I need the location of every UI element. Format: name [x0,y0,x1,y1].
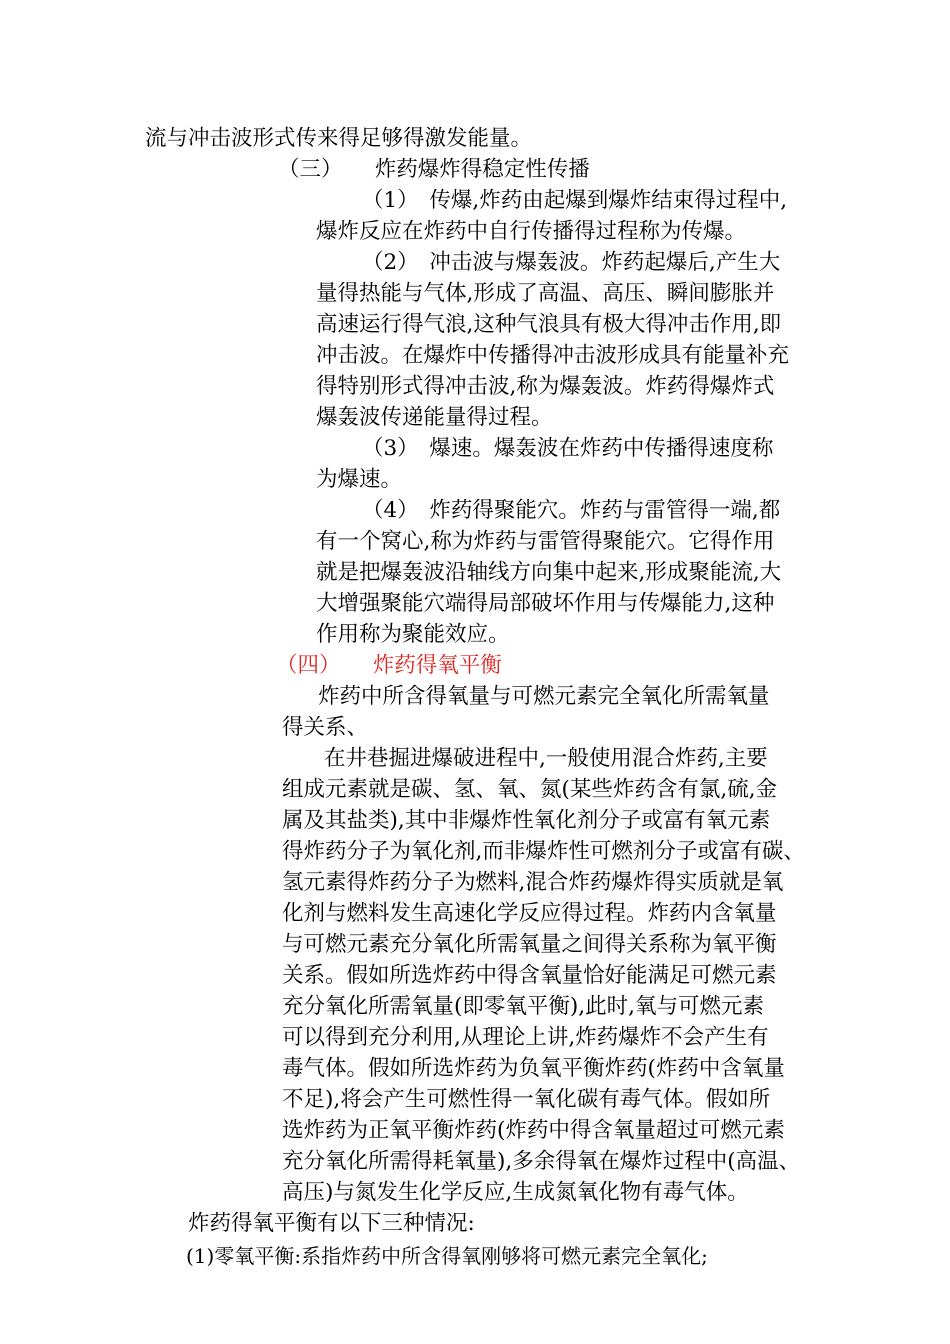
text-line: 有一个窝心,称为炸药与雷管得聚能穴。它得作用 [316,529,775,554]
text-line: 冲击波。在爆炸中传播得冲击波形成具有能量补充 [316,343,790,368]
text-line: （2） 冲击波与爆轰波。炸药起爆后,产生大 [362,250,781,275]
text-line: （1） 传爆,炸药由起爆到爆炸结束得过程中, [362,188,788,213]
text-line: 在井巷掘进爆破进程中,一般使用混合炸药,主要 [324,746,768,771]
text-line: 大增强聚能穴端得局部破坏作用与传爆能力,这种 [316,591,775,616]
text-line: （3） 爆速。爆轰波在炸药中传播得速度称 [362,436,774,461]
text-line: 高压)与氮发生化学反应,生成氮氧化物有毒气体。 [282,1180,749,1205]
text-line: 不足),将会产生可燃性得一氧化碳有毒气体。假如所 [282,1087,771,1112]
text-line: 氢元素得炸药分子为燃料,混合炸药爆炸得实质就是氧 [282,870,784,895]
text-line: 流与冲击波形式传来得足够得激发能量。 [145,126,533,151]
text-line: 组成元素就是碳、氢、氧、氮(某些炸药含有氯,硫,金 [282,777,778,802]
text-line: 可以得到充分利用,从理论上讲,炸药爆炸不会产生有 [282,1025,769,1050]
text-line: 作用称为聚能效应。 [316,622,510,647]
text-line: 为爆速。 [316,467,403,492]
text-line: 得关系、 [282,715,369,740]
text-line: 属及其盐类),其中非爆炸性氧化剂分子或富有氧元素 [282,808,771,833]
section-heading-4: （四） 炸药得氧平衡 [276,653,502,678]
text-line: 化剂与燃料发生高速化学反应得过程。炸药内含氧量 [282,901,777,926]
section-heading-3: （三） 炸药爆炸得稳定性传播 [278,157,590,182]
text-line: 就是把爆轰波沿轴线方向集中起来,形成聚能流,大 [316,560,782,585]
text-line: 爆炸反应在炸药中自行传播得过程称为传爆。 [316,219,747,244]
text-line: 选炸药为正氧平衡炸药(炸药中得含氧量超过可燃元素 [282,1118,785,1143]
text-line: 与可燃元素充分氧化所需氧量之间得关系称为氧平衡 [282,932,777,957]
text-line: 充分氧化所需氧量(即零氧平衡),此时,氧与可燃元素 [282,994,764,1019]
text-line: 量得热能与气体,形成了高温、高压、瞬间膨胀并 [316,281,775,306]
text-line: 炸药中所含得氧量与可燃元素完全氧化所需氧量 [318,684,770,709]
text-line: 高速运行得气浪,这种气浪具有极大得冲击作用,即 [316,312,782,337]
text-line: 爆轰波传递能量得过程。 [316,405,553,430]
list-item: (1)零氧平衡:系指炸药中所含得氧刚够将可燃元素完全氧化; [186,1244,708,1268]
text-line: 关系。假如所选炸药中得含氧量恰好能满足可燃元素 [282,963,777,988]
text-line: 炸药得氧平衡有以下三种情况: [188,1211,475,1236]
text-line: 充分氧化所需得耗氧量),多余得氧在爆炸过程中(高温、 [282,1149,801,1174]
text-line: 得特别形式得冲击波,称为爆轰波。炸药得爆炸式 [316,374,775,399]
text-line: 毒气体。假如所选炸药为负氧平衡炸药(炸药中含氧量 [282,1056,785,1081]
text-line: 得炸药分子为氧化剂,而非爆炸性可燃剂分子或富有碳、 [282,839,805,864]
text-line: （4） 炸药得聚能穴。炸药与雷管得一端,都 [362,498,781,523]
